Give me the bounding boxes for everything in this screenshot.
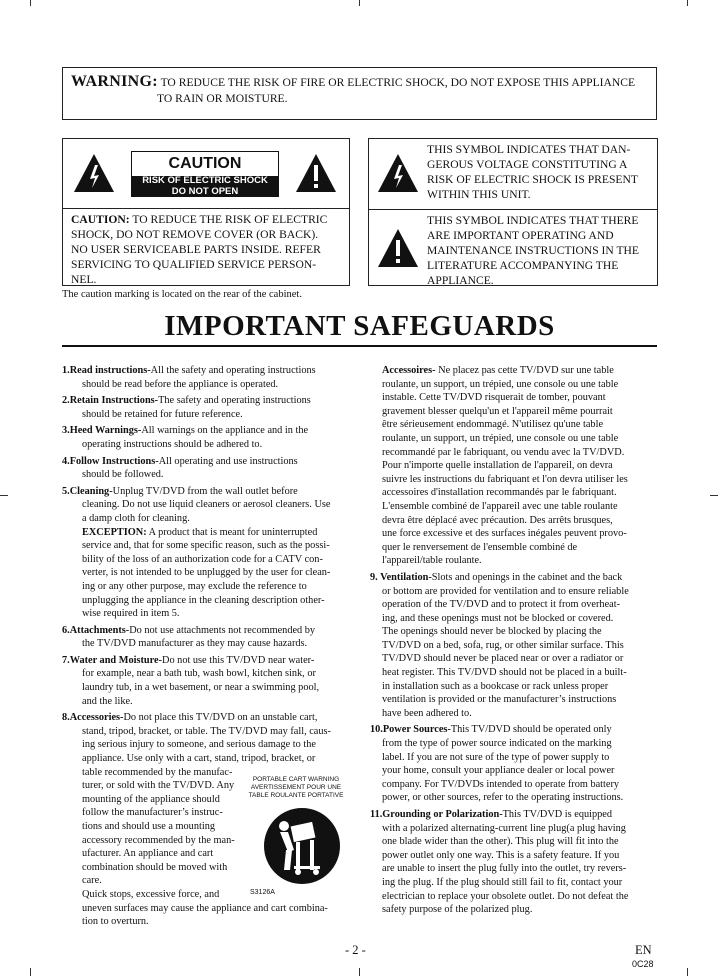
item-text: accessoires d'installation recommandés par le fabriquant.: [382, 487, 617, 499]
symbol-box: [368, 138, 658, 286]
item-heading: 11.Grounding or Polarization-: [370, 809, 503, 820]
item-text: should be followed.: [82, 469, 164, 481]
safeguard-item: [62, 485, 358, 621]
item-text: suivre les instructions du fabriquant et l'on devra utiliser les: [382, 473, 628, 485]
page-title: IMPORTANT SAFEGUARDS: [164, 310, 555, 342]
item-text: laundry tub, in a wet basement, or near a swimming pool,: [82, 682, 320, 694]
item-text: for example, near a bath tub, wash bowl, kitchen sink, or: [82, 668, 316, 680]
item-text: ventilation is provided or the manufacturer’s instructions: [382, 694, 617, 706]
symbol-row-instructions: [369, 209, 657, 285]
item-text: gravement blesser quelqu'un et l'appareil même pourrait: [382, 405, 613, 417]
item-text: in installation such as a bookcase or rack unless proper: [382, 680, 609, 692]
page-number: - 2 -: [345, 943, 366, 957]
symbol-text-line: GEROUS VOLTAGE CONSTITUTING A: [427, 158, 628, 171]
item-text: tions and should use a mounting: [82, 821, 215, 832]
item-text: All operating and use instructions: [158, 455, 298, 467]
item-text: ufacturer. An appliance and cart: [82, 848, 214, 860]
item-text: a damp cloth for cleaning.: [82, 512, 190, 524]
caution-text-line: SERVICING TO QUALIFIED SERVICE PERSON-: [71, 258, 317, 271]
item-heading: 2.Retain Instructions-: [62, 395, 159, 407]
symbol-text-line: LITERATURE ACCOMPANYING THE: [427, 259, 619, 272]
symbol-text-instructions: [427, 213, 651, 288]
item-text: TV/DVD on a bed, sofa, rug, or other similar surface. This: [382, 639, 624, 651]
item-text: mounting of the appliance should: [82, 793, 220, 805]
symbol-text-line: THIS SYMBOL INDICATES THAT THERE: [427, 214, 639, 227]
item-text: Do not use this TV/DVD near water-: [162, 654, 315, 666]
symbol-text-line: RISK OF ELECTRIC SHOCK IS PRESENT: [427, 173, 638, 186]
crop-mark: [687, 0, 688, 6]
item-text: l'appareil/table roulante.: [382, 555, 482, 567]
crop-mark: [30, 0, 31, 6]
caution-badge-line2: DO NOT OPEN: [171, 185, 239, 197]
caution-text-line: NO USER SERVICEABLE PARTS INSIDE. REFER: [71, 243, 321, 256]
safeguard-item: [62, 424, 358, 451]
exception-heading: EXCEPTION:: [82, 526, 147, 538]
item-text: Ne placez pas cette TV/DVD sur une table: [435, 365, 614, 376]
caution-box: [62, 138, 350, 286]
item-text: heat register. This TV/DVD should not be placed in a built-: [382, 667, 627, 679]
symbol-text-line: ARE IMPORTANT OPERATING AND: [427, 229, 614, 242]
cart-caption: PORTABLE CART WARNING: [252, 776, 340, 783]
french-accessories: [370, 364, 662, 568]
item-text: should be retained for future reference.: [82, 408, 243, 420]
item-text: or bottom are provided for ventilation and to ensure reliable: [382, 585, 629, 597]
item-text: quer le renversement de l'ensemble combiné de: [382, 541, 578, 553]
item-heading: 5.Cleaning-: [62, 485, 113, 497]
symbol-text-voltage: [427, 142, 651, 202]
item-text: Do not place this TV/DVD on an unstable cart,: [123, 712, 318, 724]
item-text: TV/DVD should never be placed near or over a radiator or: [382, 653, 624, 665]
item-text: care.: [82, 875, 102, 887]
item-text: uneven surfaces may cause the appliance and cart combina-: [82, 902, 328, 914]
item-text: bility of the loss of an authorization code for a CATV con-: [82, 553, 323, 565]
caution-text-line: SHOCK, DO NOT REMOVE COVER (OR BACK).: [71, 228, 319, 241]
item-text: service and, that for some specific reason, such as the possi-: [82, 540, 330, 552]
item-text: turer, or sold with the TV/DVD. Any: [82, 780, 235, 792]
exclamation-warning-icon: [377, 228, 419, 268]
caution-badge: [131, 151, 279, 197]
item-text: power, or other sources, refer to the operating instructions.: [382, 792, 624, 804]
item-text: electrician to replace your obsolete outlet. Do not defeat the: [382, 890, 629, 902]
item-text: appliance. Use only with a cart, stand, tripod, bracket, or: [82, 753, 316, 765]
portable-cart-warning-figure: [238, 776, 354, 900]
safeguard-item: [62, 654, 358, 708]
symbol-text-line: APPLIANCE.: [427, 274, 494, 287]
item-text: wise required in item 5.: [82, 608, 180, 620]
item-text: table recommended by the manufac-: [82, 766, 233, 778]
item-text: accessory recommended by the man-: [82, 834, 235, 846]
item-text: ing serious injury to someone, and serious damage to the: [82, 739, 316, 751]
item-heading: 7.Water and Moisture-: [62, 654, 163, 666]
item-heading: 9. Ventilation-: [370, 571, 432, 583]
item-text: should be read before the appliance is operated.: [82, 378, 279, 390]
item-text: The openings should never be blocked by placing the: [382, 626, 602, 638]
caution-text-label: CAUTION:: [71, 213, 130, 226]
tipping-cart-icon: [262, 806, 342, 886]
item-text: The safety and operating instructions: [158, 395, 311, 407]
warning-line2: TO RAIN OR MOISTURE.: [157, 92, 288, 105]
item-heading: 10.Power Sources-: [370, 724, 451, 736]
item-text: ing, and these openings must not be blocked or covered.: [382, 612, 614, 624]
crop-mark: [687, 968, 688, 976]
item-text: Do not use attachments not recommended by: [129, 624, 316, 636]
item-text: instable. Cette TV/DVD risquerait de tomber, pouvant: [382, 392, 606, 404]
symbol-row-voltage: [369, 139, 657, 209]
lightning-warning-icon: [377, 153, 419, 193]
crop-mark: [0, 495, 8, 496]
safeguard-item: [370, 808, 662, 917]
item-text: Unplug TV/DVD from the wall outlet before: [112, 485, 298, 497]
symbol-text-line: MAINTENANCE INSTRUCTIONS IN THE: [427, 244, 640, 257]
item-text: from the type of power source indicated on the marking: [382, 738, 612, 750]
item-text: cleaning. Do not use liquid cleaners or aerosol cleaners. Use: [82, 499, 331, 511]
item-text: with a polarized alternating-current line plug(a plug having: [382, 822, 626, 834]
exclamation-warning-icon: [295, 153, 337, 193]
warning-label: WARNING:: [71, 73, 158, 90]
cart-caption: TABLE ROULANTE PORTATIVE: [248, 792, 344, 799]
language-code: EN: [635, 943, 652, 957]
item-text: are unable to insert the plug fully into the outlet, try revers-: [382, 863, 627, 875]
safeguard-item: [62, 394, 358, 421]
caution-badge-line1: RISK OF ELECTRIC SHOCK: [142, 175, 268, 186]
caution-text: [63, 209, 349, 290]
item-text: safety purpose of the polarized plug.: [382, 904, 533, 916]
item-text: Quick stops, excessive force, and: [82, 888, 220, 900]
item-heading: 6.Attachments-: [62, 624, 130, 636]
item-text: follow the manufacturer’s instruc-: [82, 807, 223, 819]
item-text: label. If you are not sure of the type of power supply to: [382, 751, 610, 763]
warning-box: [62, 67, 657, 120]
item-text: une force excessive et des surfaces inégales peuvent provo-: [382, 528, 627, 540]
item-text: This TV/DVD should be operated only: [450, 724, 612, 736]
document-code: 0C28: [632, 959, 654, 969]
crop-mark: [359, 0, 360, 6]
item-heading: 1.Read instructions-: [62, 365, 151, 376]
safeguard-item: [62, 364, 358, 391]
item-text: être sérieusement endommagé. N'utilisez qu'une table: [382, 419, 604, 431]
caution-text-line: NEL.: [71, 273, 97, 286]
item-text: recommandé par le fabriquant, ou vendu avec la TV/DVD.: [382, 446, 625, 458]
item-text: operating instructions should be adhered to.: [82, 438, 263, 450]
item-text: unplugging the appliance in the cleaning description other-: [82, 594, 325, 606]
crop-mark: [710, 495, 718, 496]
item-text: Pour n'importe quelle installation de l'appareil, on devra: [382, 460, 613, 472]
caution-note: The caution marking is located on the rear of the cabinet.: [62, 289, 302, 300]
safeguard-item: [62, 624, 358, 651]
cart-caption: AVERTISSEMENT POUR UNE: [250, 784, 342, 791]
item-text: A product that is meant for uninterrupted: [146, 526, 318, 538]
item-text: ing the plug. If the plug should still fail to fit, contact your: [382, 876, 623, 888]
item-text: roulante, un support, un trépied, une console ou une table: [382, 432, 619, 444]
item-text: tion to overturn.: [82, 916, 149, 928]
item-text: combination should be moved with: [82, 861, 228, 873]
safeguard-item: [62, 455, 358, 482]
item-text: All the safety and operating instructions: [150, 365, 316, 376]
item-heading: 3.Heed Warnings-: [62, 425, 142, 437]
item-text: ing or any other purpose, may exclude the reference to: [82, 580, 307, 592]
right-column: [370, 364, 662, 917]
item-text: stand, tripod, bracket, or table. The TV/DVD may fall, caus-: [82, 725, 331, 737]
item-text: operation of the TV/DVD and to protect it from overheat-: [382, 599, 620, 611]
safeguard-item: [370, 571, 662, 721]
caution-text-line: TO REDUCE THE RISK OF ELECTRIC: [132, 213, 328, 226]
cart-figure-code: S3126A: [250, 889, 275, 896]
item-heading: 8.Accessories-: [62, 712, 124, 724]
symbol-text-line: THIS SYMBOL INDICATES THAT DAN-: [427, 143, 631, 156]
item-text: the TV/DVD manufacturer as they may cause hazards.: [82, 638, 308, 650]
safeguard-item: [370, 723, 662, 805]
item-heading: 4.Follow Instructions-: [62, 455, 159, 467]
item-text: devra être déplacé avec précaution. Des arrêts brusques,: [382, 514, 613, 526]
item-text: have been adhered to.: [382, 707, 472, 719]
item-text: power outlet only one way. This is a safety feature. If you: [382, 849, 620, 861]
title-rule: [62, 345, 657, 347]
caution-badge-title: CAUTION: [168, 155, 242, 172]
item-text: L'ensemble combiné de l'appareil avec une table roulante: [382, 500, 618, 512]
item-text: roulante, un support, un trépied, une console ou une table: [382, 378, 619, 390]
caution-badge-subtitle: [132, 176, 278, 197]
item-text: Slots and openings in the cabinet and the back: [431, 571, 623, 583]
item-text: verter, is not intended to be unplugged by the user for clean-: [82, 567, 331, 579]
lightning-warning-icon: [73, 153, 115, 193]
item-text: and the like.: [82, 695, 133, 707]
warning-line1: TO REDUCE THE RISK OF FIRE OR ELECTRIC SHOCK, DO NOT EXPOSE THIS APPLIANCE: [160, 76, 636, 89]
item-text: All warnings on the appliance and in the: [141, 425, 309, 437]
crop-mark: [30, 968, 31, 976]
crop-mark: [359, 968, 360, 976]
item-text: company. For TV/DVDs intended to operate from battery: [382, 778, 620, 790]
item-text: one blade wider than the other). This plug will fit into the: [382, 836, 619, 848]
item-text: This TV/DVD is equipped: [502, 809, 612, 820]
item-text: your home, consult your appliance dealer or local power: [382, 765, 615, 777]
symbol-text-line: WITHIN THIS UNIT.: [427, 188, 531, 201]
item-heading: Accessoires-: [382, 365, 436, 376]
